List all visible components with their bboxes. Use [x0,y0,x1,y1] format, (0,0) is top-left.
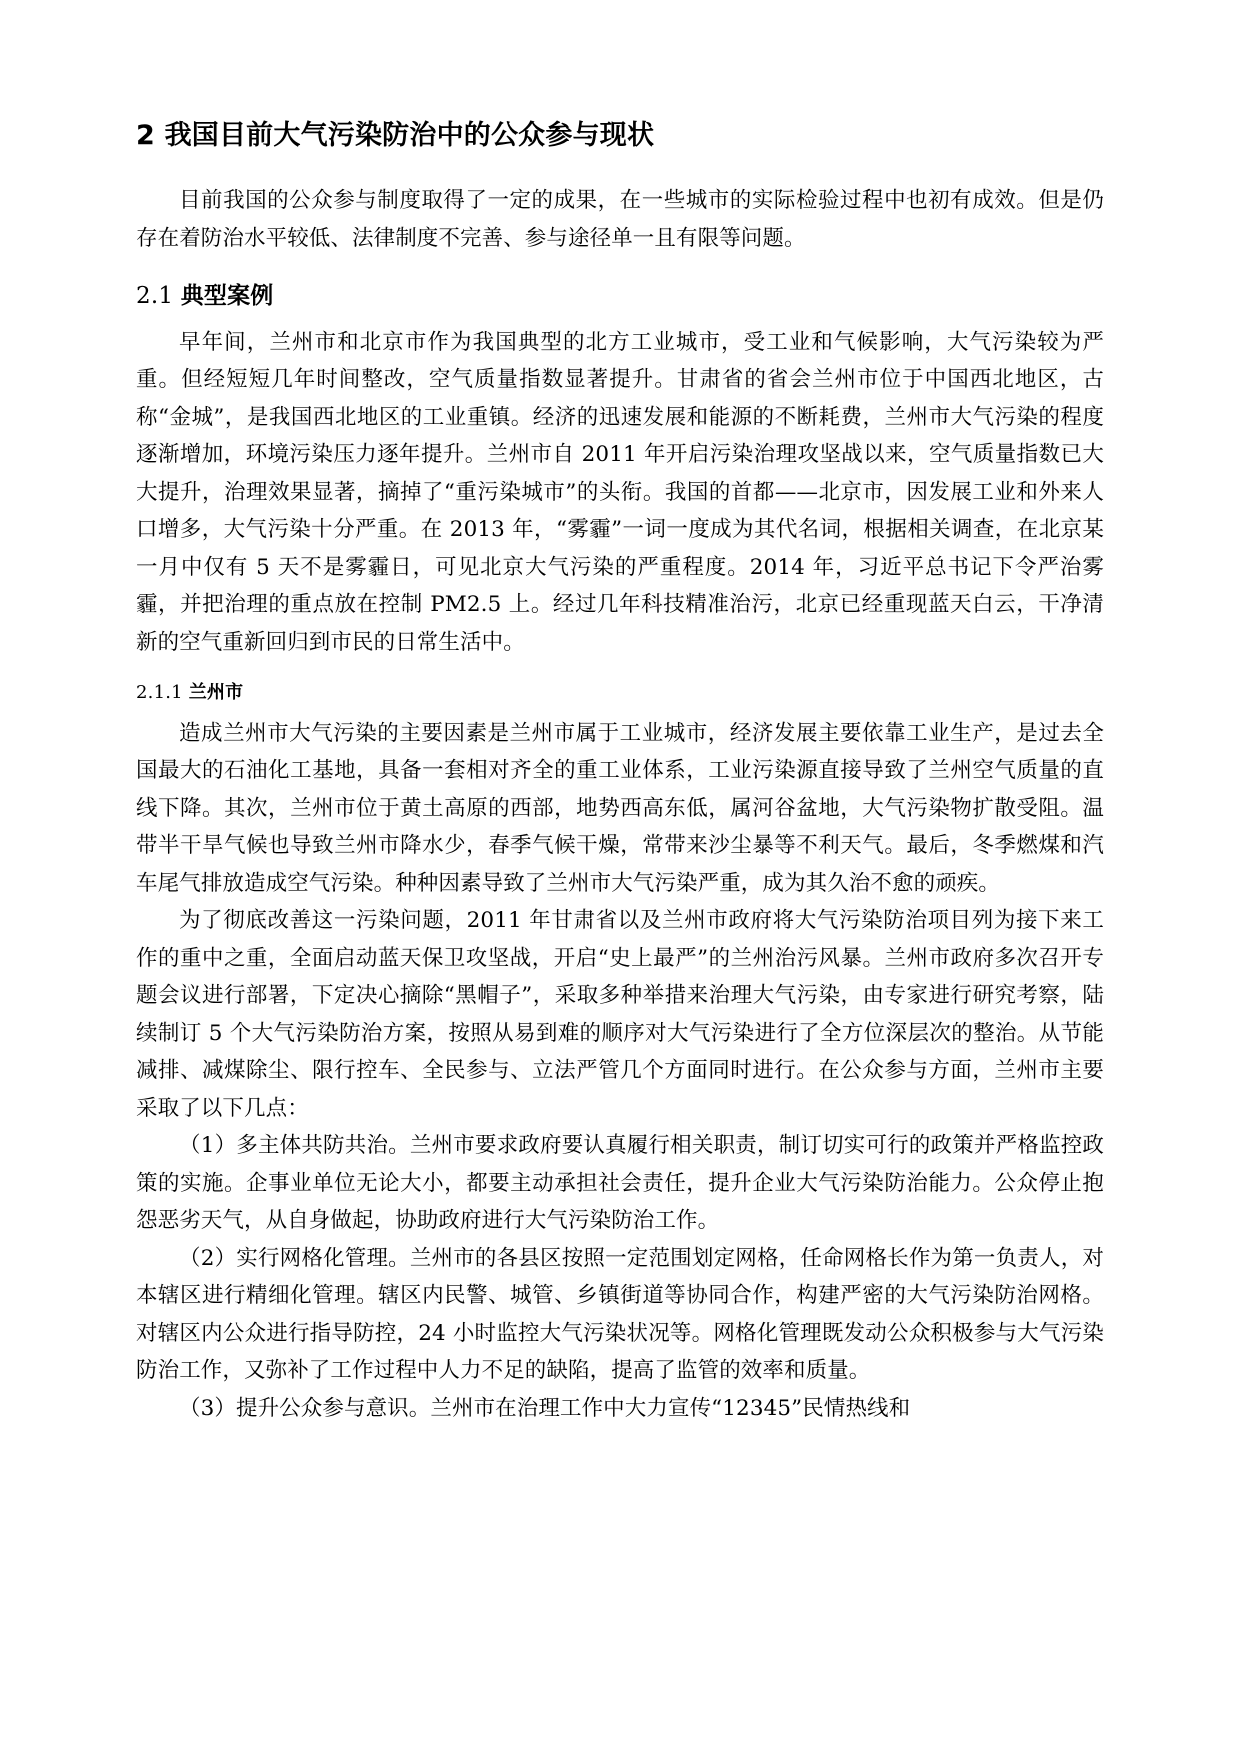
list-item-3: （3）提升公众参与意识。兰州市在治理工作中大力宣传“12345”民情热线和 [179,1395,911,1421]
spacer [136,705,1104,715]
spacer [136,661,1104,681]
spacer [136,312,1104,324]
spacer [136,153,1104,182]
paragraph-section-2-1-1-second: 为了彻底改善这一污染问题，2011 年甘肃省以及兰州市政府将大气污染防治项目列为接下来工作的重中之重，全面启动蓝天保卫攻坚战，开启“史上最严”的兰州治污风暴。兰州市政府多次召开专题会议进行部署，下定决心摘除“黑帽子”，采取多种举措来治理大气污染，由专家进行研究考察，陆续制订 5 个大气污染防治方案，按照从易到难的顺序对大气污染进行了全方位深层次的整治。从节能减排、减煤除尘、限行控车、全民参与、立法严管几个方面同时进行。在公众参与方面，兰州市主要采取了以下几点： [136,908,1104,1121]
heading-section-2-1-1-number: 2.1.1 [136,682,189,704]
heading-section-2-1-number: 2.1 [136,283,181,310]
list-item-2: （2）实行网格化管理。兰州市的各县区按照一定范围划定网格，任命网格长作为第一负责人，对本辖区进行精细化管理。辖区内民警、城管、乡镇街道等协同合作，构建严密的大气污染防治网格。对辖区内公众进行指导防控，24 小时监控大气污染状况等。网格化管理既发动公众积极参与大气污染防治工作，又弥补了工作过程中人力不足的缺陷，提高了监管的效率和质量。 [136,1245,1104,1384]
heading-section-2: 2 我国目前大气污染防治中的公众参与现状 [136,120,655,151]
paragraph-intro: 目前我国的公众参与制度取得了一定的成果，在一些城市的实际检验过程中也初有成效。但是仍存在着防治水平较低、法律制度不完善、参与途径单一且有限等问题。 [136,188,1104,251]
heading-section-2-1-title: 典型案例 [180,283,274,310]
spacer [136,257,1104,282]
page-content [136,118,1104,1427]
heading-section-2-1-1 [136,681,1104,704]
heading-section-2-1-1-title: 兰州市 [188,682,244,704]
paragraph-section-2-1-1-first: 造成兰州市大气污染的主要因素是兰州市属于工业城市，经济发展主要依靠工业生产，是过去全国最大的石油化工基地，具备一套相对齐全的重工业体系，工业污染源直接导致了兰州空气质量的直线下降。其次，兰州市位于黄土高原的西部，地势西高东低，属河谷盆地，大气污染物扩散受阻。温带半干旱气候也导致兰州市降水少，春季气候干燥，常带来沙尘暴等不利天气。最后，冬季燃煤和汽车尾气排放造成空气污染。种种因素导致了兰州市大气污染严重，成为其久治不愈的顽疾。 [136,720,1104,896]
paragraph-section-2-1: 早年间，兰州市和北京市作为我国典型的北方工业城市，受工业和气候影响，大气污染较为严重。但经短短几年时间整改，空气质量指数显著提升。甘肃省的省会兰州市位于中国西北地区，古称“金城”，是我国西北地区的工业重镇。经济的迅速发展和能源的不断耗费，兰州市大气污染的程度逐渐增加，环境污染压力逐年提升。兰州市自 2011 年开启污染治理攻坚战以来，空气质量指数已大大提升，治理效果显著，摘掉了“重污染城市”的头衔。我国的首都——北京市，因发展工业和外来人口增多，大气污染十分严重。在 2013 年，“雾霾”一词一度成为其代名词，根据相关调查，在北京某一月中仅有 5 天不是雾霾日，可见北京大气污染的严重程度。2014 年，习近平总书记下令严治雾霾，并把治理的重点放在控制 PM2.5 上。经过几年科技精准治污，北京已经重现蓝天白云，干净清新的空气重新回归到市民的日常生活中。 [136,329,1104,655]
list-item-1: （1）多主体共防共治。兰州市要求政府要认真履行相关职责，制订切实可行的政策并严格监控政策的实施。企事业单位无论大小，都要主动承担社会责任，提升企业大气污染防治能力。公众停止抱怨恶劣天气，从自身做起，协助政府进行大气污染防治工作。 [136,1133,1104,1234]
heading-section-2-1 [136,282,1104,312]
